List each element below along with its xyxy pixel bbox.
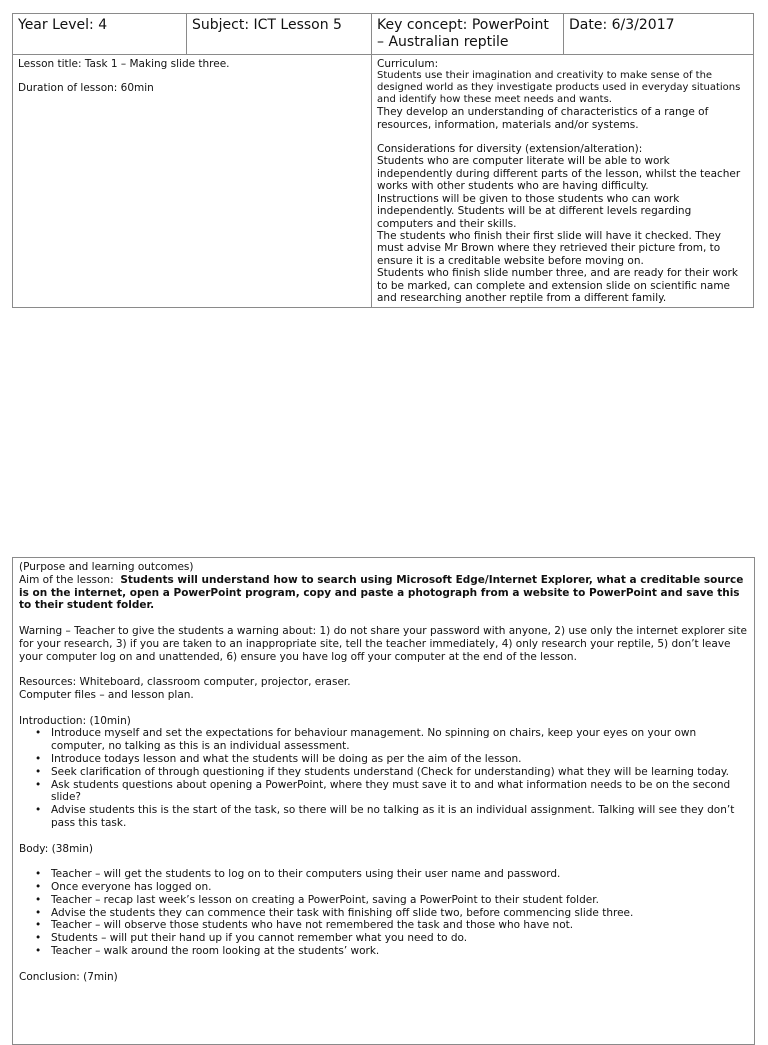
diversity-text-1: Students who are computer literate will be able to work independently during different parts of the lesson, whilst the teacher works with other students who are having difficulty.	[377, 155, 741, 193]
list-item: • Teacher – will observe those students who have not remembered the task and those who have not.	[51, 919, 748, 932]
body-list	[19, 868, 748, 958]
diversity-text-2: Instructions will be given to those students who can work independently. Students will be at different levels regarding computers and their skills.	[377, 192, 692, 230]
body-heading: Body: (38min)	[19, 842, 93, 855]
lesson-title: Lesson title: Task 1 – Making slide three.	[18, 58, 230, 70]
conclusion-heading: Conclusion: (7min)	[19, 970, 118, 983]
lesson-duration: Duration of lesson: 60min	[18, 82, 154, 95]
curriculum-text-2: They develop an understanding of characteristics of a range of resources, information, materials and/or systems.	[377, 106, 709, 131]
diversity-text-3: The students who finish their first slide will have it checked. They must advise Mr Brown where they retrieved their picture from, to ensure it is a creditable website before moving on.	[377, 229, 721, 267]
curriculum-cell	[372, 55, 754, 308]
introduction-list	[19, 727, 748, 829]
resources-text-2: Computer files – and lesson plan.	[19, 688, 194, 701]
list-item: • Seek clarification of through questioning if they students understand (Check for understanding) what they will be learning today.	[51, 766, 748, 779]
list-item: • Teacher – walk around the room looking at the students’ work.	[51, 945, 748, 958]
warning-text: Warning – Teacher to give the students a warning about: 1) do not share your password with anyone, 2) use only the internet explorer site for your research, 3) if you are taken to an inappropriate site, tell the teacher immediately, 4) only research your reptile, 5) don’t leave your computer log on and unattended, 6) ensure you have log off your computer at the end of the lesson.	[19, 624, 747, 663]
diversity-heading: Considerations for diversity (extension/alteration):	[377, 143, 643, 156]
introduction-heading: Introduction: (10min)	[19, 714, 131, 727]
list-item: • Advise the students they can commence their task with finishing off slide two, before commencing slide three.	[51, 907, 748, 920]
aim-text: Students will understand how to search using Microsoft Edge/Internet Explorer, what a creditable source is on the internet, open a PowerPoint program, copy and paste a photograph from a website to PowerPoint and save this to their student folder.	[19, 573, 744, 612]
list-item: • Introduce myself and set the expectations for behaviour management. No spinning on chairs, keep your eyes on your own computer, no talking as this is an individual assessment.	[51, 727, 748, 753]
subject-cell: Subject: ICT Lesson 5	[187, 14, 372, 55]
lesson-plan-box	[12, 557, 755, 1045]
curriculum-heading: Curriculum:	[377, 58, 439, 70]
lesson-details-cell	[13, 55, 372, 308]
resources-text: Resources: Whiteboard, classroom computer, projector, eraser.	[19, 676, 351, 689]
details-row	[13, 55, 754, 308]
list-item: • Teacher – will get the students to log on to their computers using their user name and password.	[51, 868, 748, 881]
list-item: • Ask students questions about opening a PowerPoint, where they must save it to and what information needs to be on the second slide?	[51, 779, 748, 805]
curriculum-text-1: Students use their imagination and creativity to make sense of the designed world as they investigate products used in everyday situations and identify how these meet needs and wants.	[377, 70, 741, 106]
list-item: • Teacher – recap last week’s lesson on creating a PowerPoint, saving a PowerPoint to their student folder.	[51, 894, 748, 907]
aim-label: Aim of the lesson:	[19, 573, 121, 586]
list-item: • Once everyone has logged on.	[51, 881, 748, 894]
lesson-aim	[19, 574, 748, 612]
purpose-heading: (Purpose and learning outcomes)	[19, 561, 194, 573]
key-concept-cell: Key concept: PowerPoint – Australian reptile	[372, 14, 564, 55]
year-level-cell: Year Level: 4	[13, 14, 187, 55]
header-row	[13, 14, 754, 55]
date-cell: Date: 6/3/2017	[564, 14, 754, 55]
list-item: • Students – will put their hand up if you cannot remember what you need to do.	[51, 932, 748, 945]
diversity-text-4: Students who finish slide number three, and are ready for their work to be marked, can complete and extension slide on scientific name and researching another reptile from a different family.	[377, 267, 738, 304]
lesson-header-table	[12, 13, 754, 308]
list-item: • Introduce todays lesson and what the students will be doing as per the aim of the lesson.	[51, 753, 748, 766]
list-item: • Advise students this is the start of the task, so there will be no talking as it is an individual assignment. Talking will see they don’t pass this task.	[51, 804, 748, 830]
